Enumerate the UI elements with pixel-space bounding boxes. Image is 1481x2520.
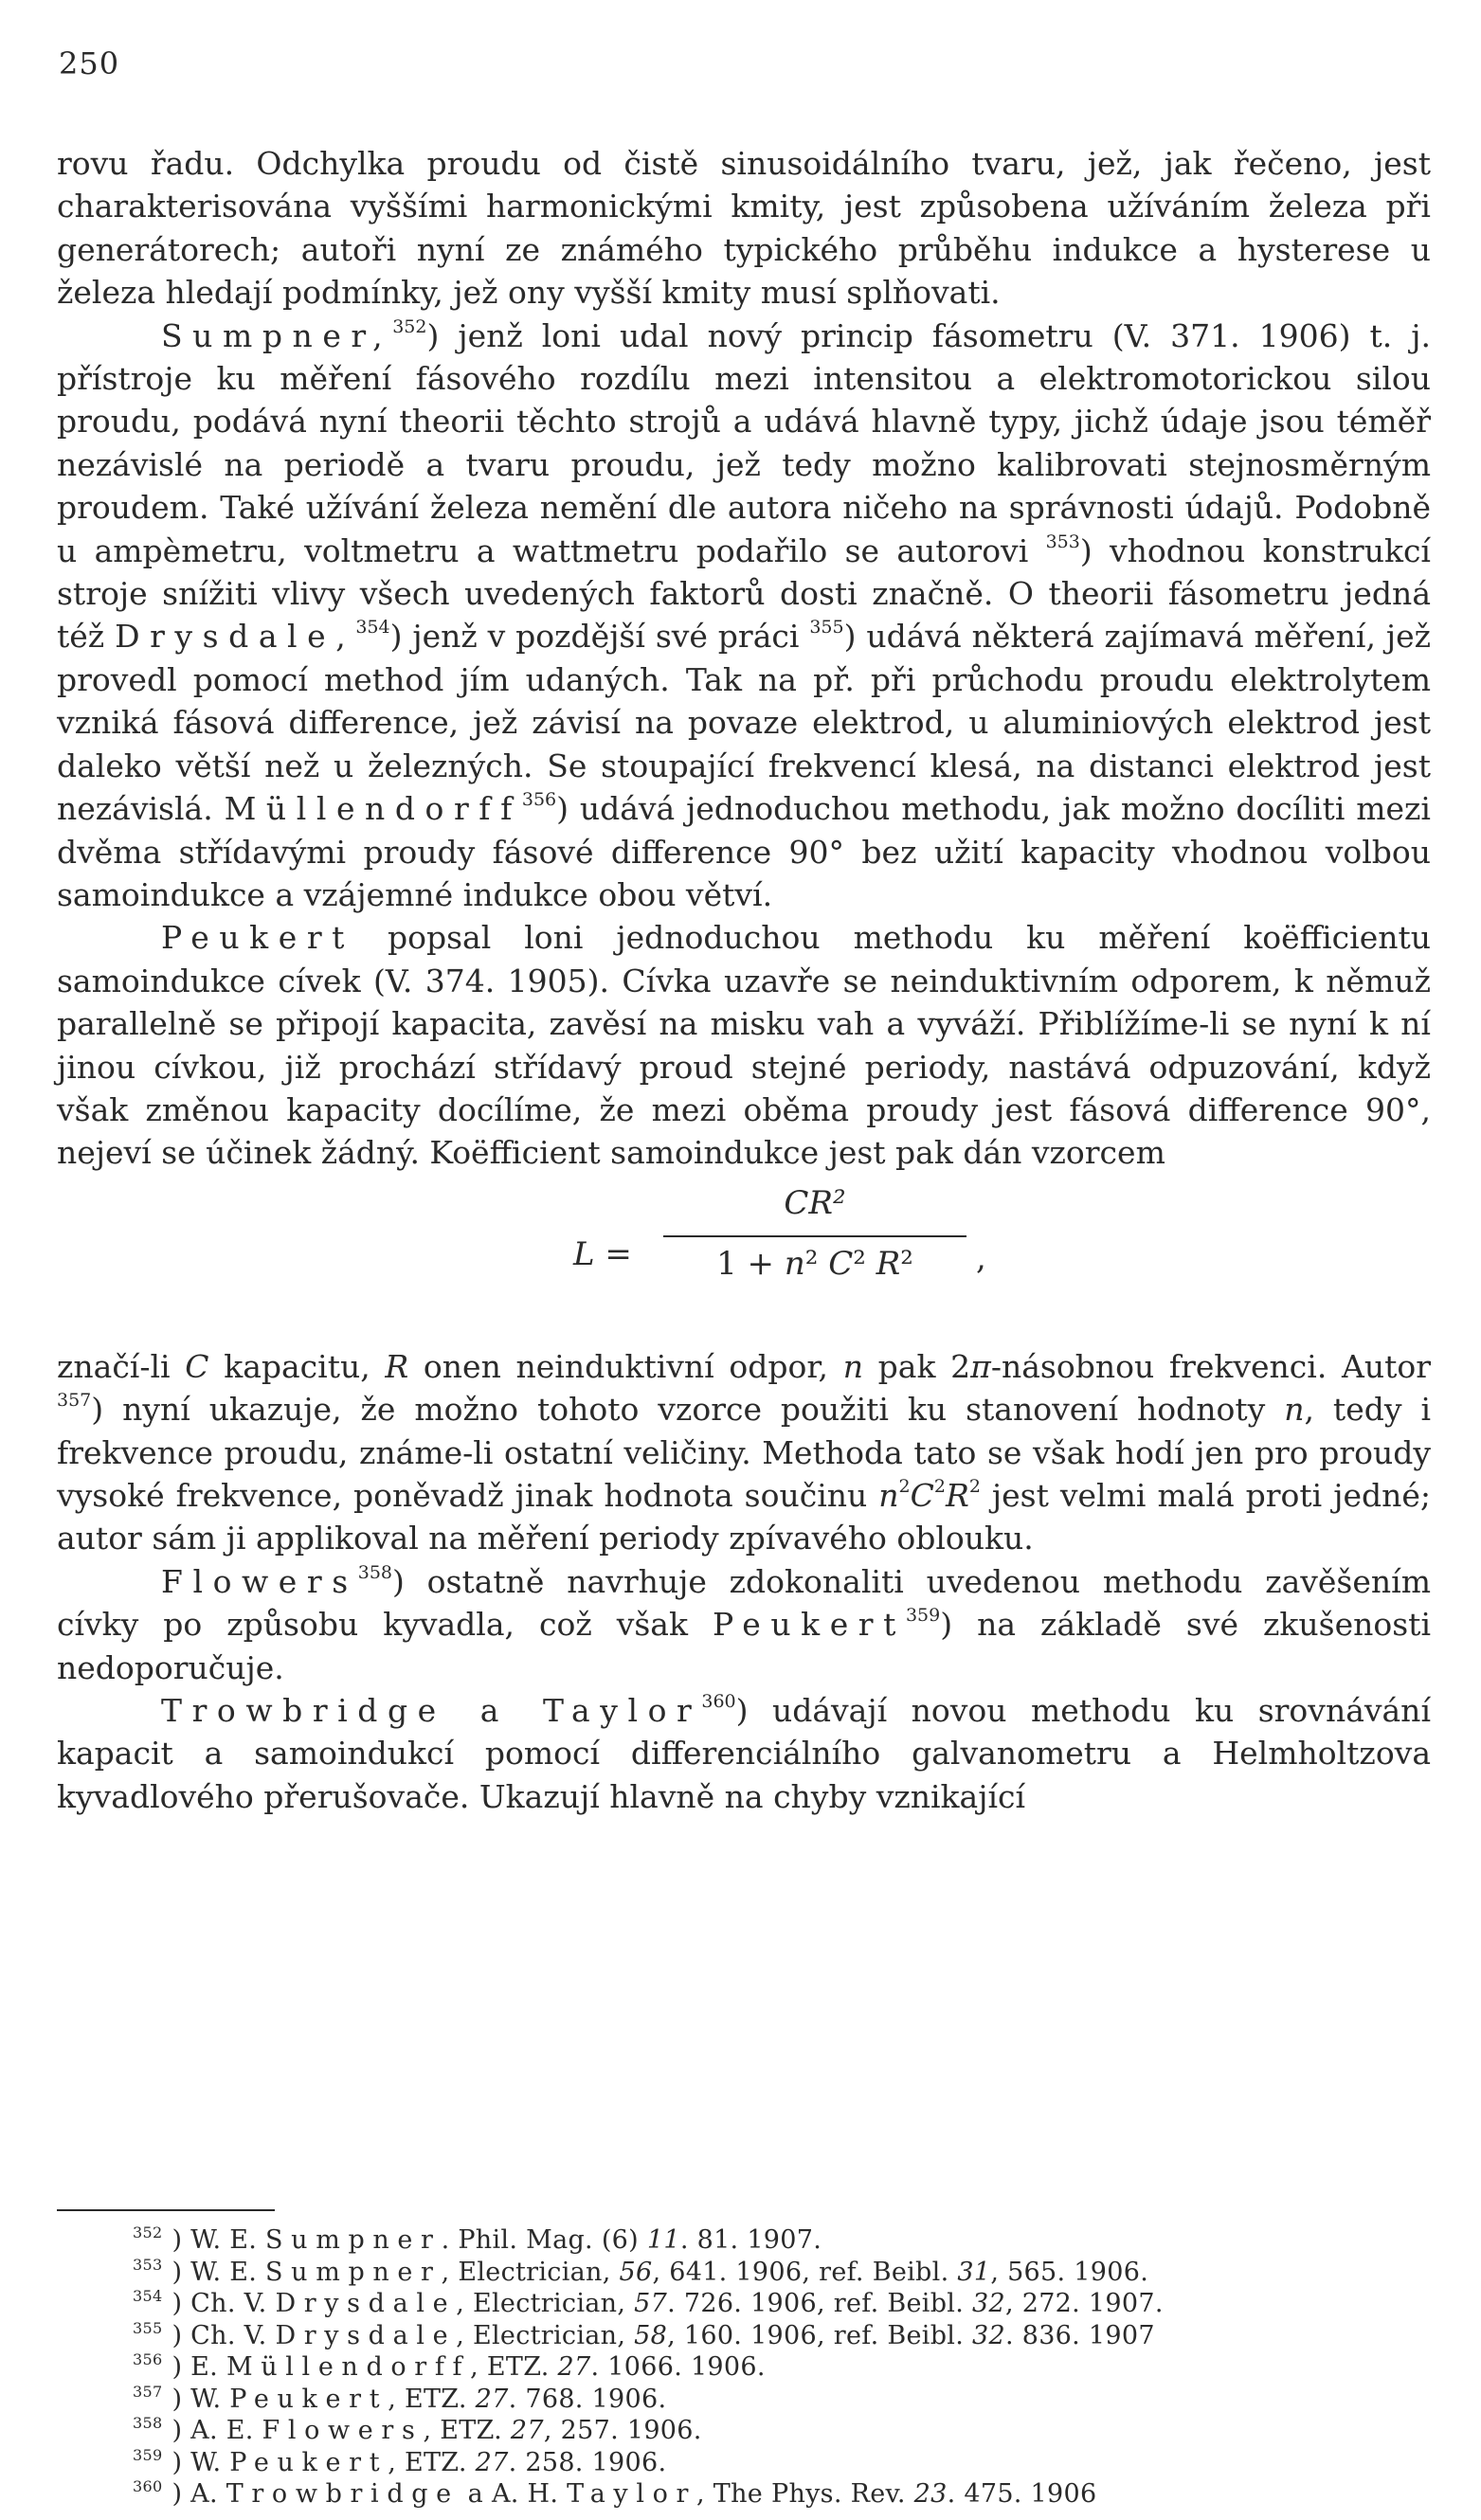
footnote-number: 356 bbox=[133, 2350, 163, 2368]
author-name: Peukert bbox=[161, 919, 354, 957]
author-name: Sumpner bbox=[265, 2225, 442, 2255]
text-run: ) vhodnou konstrukcí stroje snížiti vlivy všech uvedených faktorů dosti značně. O theorii fásometru jedná též bbox=[57, 531, 1431, 656]
text-run: , ETZ. bbox=[470, 2352, 558, 2382]
formula-term: 1 + bbox=[716, 1244, 785, 1283]
italic-text: n bbox=[878, 1476, 899, 1514]
text-run: . 1066. 1906. bbox=[590, 2352, 766, 2382]
footnote-ref: 356 bbox=[521, 789, 557, 811]
text-run: ) W. bbox=[172, 2447, 230, 2477]
paragraph-2 bbox=[57, 315, 1431, 917]
text-run: ) na základě své zkušenosti nedoporučuje. bbox=[57, 1606, 1432, 1686]
footnote-ref: 354 bbox=[355, 617, 390, 639]
footnote bbox=[133, 2447, 1431, 2479]
text-run: ) ostatně navrhuje zdokonaliti uvedenou methodu zavěšením cívky po způsobu kyvadla, což však bbox=[57, 1562, 1431, 1644]
author-name: Trowbridge a Taylor bbox=[161, 1692, 702, 1729]
author-name: Taylor bbox=[567, 2479, 697, 2509]
text-run: jest velmi malá proti jedné; autor sám ji applikoval na měření periody zpívavého oblouku. bbox=[57, 1476, 1432, 1557]
italic-text: n bbox=[1284, 1391, 1305, 1429]
footnote-ref: 2 bbox=[898, 1475, 911, 1497]
italic-text: 58 bbox=[634, 2320, 668, 2350]
footnote bbox=[133, 2288, 1431, 2320]
paragraph-3 bbox=[57, 916, 1431, 1174]
footnote-rule bbox=[57, 2209, 275, 2211]
formula-term: R bbox=[876, 1244, 901, 1283]
italic-text: 31 bbox=[957, 2257, 991, 2287]
footnote bbox=[133, 2384, 1431, 2416]
italic-text: R bbox=[945, 1476, 969, 1514]
footnote-ref: 352 bbox=[392, 315, 427, 337]
footnote bbox=[133, 2257, 1431, 2289]
text-run: , ETZ. bbox=[388, 2447, 476, 2477]
text-run: popsal loni jednoduchou methodu ku měření koëfficientu samoindukce cívek (V. 374. 1905). Cívka uzavře se neinduktivním odporem, k němuž parallelně se připojí kapacita, zavěsí na misku vah a vyváží. Přiblížíme-li se nyní k ní jinou cívkou, již prochází střídavý proud stejné periody, nastává odpuzování, když však změnou kapacity docílíme, že mezi oběma proudy jest fásová difference 90°, nejeví se účinek žádný. Koëfficient samoindukce jest pak dán vzorcem bbox=[57, 919, 1431, 1172]
text-run: . 258. 1906. bbox=[508, 2447, 667, 2477]
italic-text: 27 bbox=[557, 2352, 591, 2382]
text-run: . 726. 1906, ref. Beibl. bbox=[667, 2289, 972, 2318]
text-run: ) udává jednoduchou methodu, jak možno docíliti mezi dvěma střídavými proudy fásové difference 90° bez užití kapacity vhodnou volbou samoindukce a vzájemné indukce obou větví. bbox=[57, 790, 1431, 913]
author-name: Trowbridge bbox=[226, 2479, 460, 2509]
text-run: . 81. 1907. bbox=[679, 2225, 822, 2255]
text-run: , 160. 1906, ref. Beibl. bbox=[667, 2320, 972, 2350]
author-name: Peukert bbox=[229, 2447, 388, 2477]
text-run: -násobnou frekvenci. Autor bbox=[990, 1347, 1431, 1385]
italic-text: 56 bbox=[619, 2257, 653, 2287]
formula bbox=[57, 1175, 1431, 1345]
formula-comma: , bbox=[976, 1238, 986, 1277]
italic-text: 11 bbox=[646, 2225, 680, 2255]
paragraph-1 bbox=[57, 142, 1431, 315]
text-run: , ETZ. bbox=[388, 2384, 476, 2414]
italic-text: 27 bbox=[510, 2416, 544, 2445]
formula-fraction bbox=[663, 1182, 966, 1286]
footnote bbox=[133, 2351, 1431, 2384]
text-run: . 768. 1906. bbox=[508, 2384, 667, 2414]
footnote-number: 354 bbox=[133, 2287, 163, 2305]
text-run: ) nyní ukazuje, že možno tohoto vzorce použiti ku stanovení hodnoty bbox=[91, 1391, 1285, 1429]
text-run: pak 2 bbox=[862, 1347, 971, 1385]
text-run: onen neinduktivní odpor, bbox=[408, 1347, 843, 1385]
page-number: 250 bbox=[59, 45, 120, 81]
text-run: , Electrician, bbox=[456, 2289, 635, 2318]
footnote-number: 359 bbox=[133, 2445, 163, 2464]
footnote-number: 357 bbox=[133, 2382, 163, 2401]
text-run: ) udávají novou methodu ku srovnávání kapacit a samoindukcí pomocí differenciálního galvanometru a Helmholtzova kyvadlového přerušovače. Ukazují hlavně na chyby vznikající bbox=[57, 1692, 1431, 1815]
author-name: Flowers bbox=[262, 2416, 424, 2445]
author-name: Sumpner, bbox=[161, 316, 393, 354]
text-run: , 257. 1906. bbox=[543, 2416, 702, 2445]
italic-text: R bbox=[385, 1347, 409, 1385]
text-run: ) W. E. bbox=[172, 2225, 266, 2255]
author-name: Müllendorff bbox=[224, 790, 522, 828]
footnote-number: 360 bbox=[133, 2477, 163, 2495]
italic-text: 27 bbox=[475, 2384, 509, 2414]
text-run: , Electrician, bbox=[456, 2320, 635, 2350]
text-run: ) W. E. bbox=[172, 2257, 266, 2287]
footnote-ref: 353 bbox=[1045, 531, 1080, 552]
formula-term: ² bbox=[900, 1244, 913, 1283]
author-name: Drysdale bbox=[275, 2289, 457, 2318]
formula-denominator bbox=[663, 1243, 966, 1286]
author-name: Peukert bbox=[229, 2384, 388, 2414]
footnotes bbox=[133, 2224, 1431, 2511]
author-name: Flowers bbox=[161, 1562, 358, 1600]
formula-numerator: CR² bbox=[784, 1183, 846, 1222]
paragraph-5 bbox=[57, 1560, 1431, 1689]
fraction-bar bbox=[663, 1235, 966, 1237]
italic-text: 27 bbox=[475, 2447, 509, 2477]
author-name: Peukert bbox=[712, 1606, 906, 1644]
footnote bbox=[133, 2320, 1431, 2352]
footnote-ref: 360 bbox=[701, 1691, 736, 1712]
text-run: ) E. bbox=[172, 2352, 226, 2382]
formula-term: ² bbox=[853, 1244, 876, 1283]
italic-text: π bbox=[970, 1347, 991, 1385]
footnote-number: 353 bbox=[133, 2255, 163, 2274]
body-text bbox=[57, 142, 1431, 1818]
italic-text: n bbox=[842, 1347, 863, 1385]
italic-text: 32 bbox=[971, 2289, 1005, 2318]
formula-term: ² bbox=[804, 1244, 829, 1283]
text-run: značí-li bbox=[57, 1347, 186, 1385]
paragraph-4 bbox=[57, 1345, 1431, 1560]
text-run: , 272. 1907. bbox=[1004, 2289, 1164, 2318]
author-name: Müllendorff bbox=[226, 2352, 471, 2382]
formula-term: n bbox=[784, 1244, 805, 1283]
text-run: ) Ch. V. bbox=[172, 2289, 276, 2318]
paragraph-6 bbox=[57, 1689, 1431, 1818]
footnote bbox=[133, 2478, 1431, 2511]
text-run: . Phil. Mag. (6) bbox=[441, 2225, 647, 2255]
text-run: a A. H. bbox=[459, 2479, 568, 2509]
footnote-ref: 2 bbox=[933, 1475, 946, 1497]
text-run: , ETZ. bbox=[423, 2416, 511, 2445]
text-run: ) A. bbox=[172, 2479, 226, 2509]
footnote bbox=[133, 2415, 1431, 2447]
footnote-ref: 357 bbox=[57, 1390, 92, 1412]
text-run: ) A. E. bbox=[172, 2416, 262, 2445]
text-run: , The Phys. Rev. bbox=[696, 2479, 914, 2509]
author-name: Drysdale, bbox=[115, 618, 356, 656]
formula-term: C bbox=[828, 1244, 854, 1283]
formula-lhs: L = bbox=[573, 1234, 632, 1273]
footnote-number: 355 bbox=[133, 2318, 163, 2337]
author-name: Drysdale bbox=[275, 2320, 457, 2350]
footnote-ref: 2 bbox=[968, 1475, 981, 1497]
text-run: kapacitu, bbox=[208, 1347, 386, 1385]
text-run: ) udává některá zajímavá měření, jež provedl pomocí method jím udaných. Tak na př. při průchodu proudu elektrolytem vzniká fásová difference, jež závisí na povaze elektrod, u aluminiových elektrod jest daleko větší než u železných. Se stoupající frekvencí klesá, na distanci elektrod jest nezávislá. bbox=[57, 618, 1431, 828]
text-run: rovu řadu. Odchylka proudu od čistě sinusoidálního tvaru, jež, jak řečeno, jest charakterisována vyššími harmonickými kmity, jest způsobena užíváním železa při generátorech; autoři nyní ze známého typického průběhu indukce a hysterese u železa hledají podmínky, jež ony vyšší kmity musí splňovati. bbox=[57, 145, 1431, 312]
text-run: , 565. 1906. bbox=[990, 2257, 1149, 2287]
italic-text: 23 bbox=[913, 2479, 948, 2509]
footnote-number: 352 bbox=[133, 2223, 163, 2241]
text-run: , tedy i frekvence proudu, známe-li ostatní veličiny. Methoda tato se však hodí jen pro proudy vysoké frekvence, poněvadž jinak hodnota součinu bbox=[57, 1391, 1431, 1514]
footnote-ref: 358 bbox=[357, 1561, 392, 1583]
text-run: ) Ch. V. bbox=[172, 2320, 276, 2350]
text-run: ) jenž loni udal nový princip fásometru (V. 371. 1906) t. j. přístroje ku měření fásového rozdílu mezi intensitou a elektromotorickou silou proudu, podává nyní theorii těchto strojů a udává hlavně typy, jichž údaje jsou téměř nezávislé na periodě a tvaru proudu, jež tedy možno kalibrovati stejnosměrným proudem. Také užívání železa nemění dle autora ničeho na správnosti údajů. Podobně u ampèmetru, voltmetru a wattmetru podařilo se autorovi bbox=[57, 316, 1431, 569]
text-run: ) W. bbox=[172, 2384, 230, 2414]
text-run: . 475. 1906 bbox=[947, 2479, 1097, 2509]
italic-text: 57 bbox=[634, 2289, 668, 2318]
footnote-number: 358 bbox=[133, 2414, 163, 2432]
text-run: . 836. 1907 bbox=[1004, 2320, 1155, 2350]
author-name: Sumpner bbox=[265, 2257, 442, 2287]
italic-text: 32 bbox=[971, 2320, 1005, 2350]
text-run: , Electrician, bbox=[441, 2257, 620, 2287]
footnote-ref: 359 bbox=[905, 1605, 941, 1627]
text-run: , 641. 1906, ref. Beibl. bbox=[652, 2257, 958, 2287]
italic-text: C bbox=[910, 1476, 934, 1514]
text-run: ) jenž v pozdější své práci bbox=[389, 618, 810, 656]
italic-text: C bbox=[185, 1347, 209, 1385]
footnote-ref: 355 bbox=[809, 617, 844, 639]
footnote bbox=[133, 2224, 1431, 2257]
